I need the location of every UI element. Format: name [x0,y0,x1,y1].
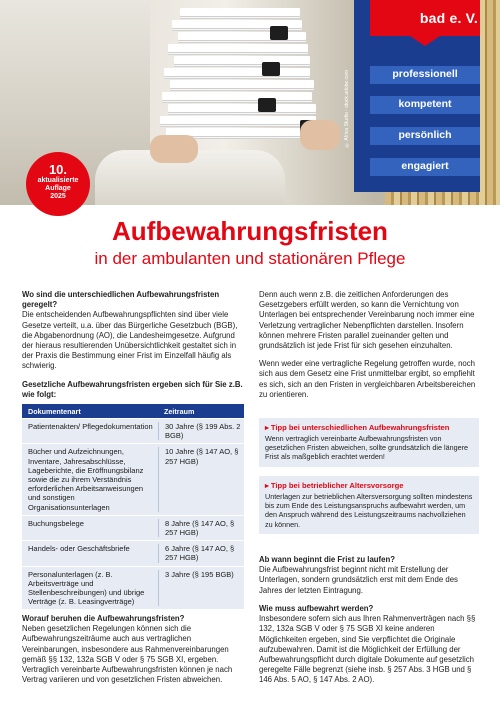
heading-how-to-store: Wie muss aufbewahrt werden? [259,604,374,613]
tip-title: ▸ Tipp bei unterschiedlichen Aufbewahrungsfristen [265,423,450,432]
tip-text: Unterlagen zur betrieblichen Altersversorgung sollten mindestens bis zum Ende des Leistungsanspruchs aufbewahrt werden, um den Anspruch während des Leistungszeitraums nachvollziehen zu können. [265,492,473,529]
heading-where-regulated: Wo sind die unterschiedlichen Aufbewahrungsfristen geregelt? [22,290,220,310]
section-how-to-store [259,604,481,686]
table-header [22,404,244,418]
table-cell-doc: Patientenakten/ Pflegedokumentation [28,422,153,431]
table-row [22,418,244,443]
table-cell-period: 10 Jahre (§ 147 AO, § 257 HGB) [158,447,244,511]
table-cell-period: 3 Jahre (§ 195 BGB) [158,570,244,607]
heading-start-of-period: Ab wann beginnt die Frist zu laufen? [259,555,396,564]
paragraph-contract-duties: Denn auch wenn z.B. die zeitlichen Anforderungen des Gesetzgebers erfüllt werden, so kann die Vernichtung von Unterlagen bei entsprechender Vereinbarung noch immer eine Verletzung vertraglicher Nebenpflichten darstellen. Insofern können mehrere Fristen parallel zueinander gelten und grundsätzlich ist jede Frist für sich gesehen einzuhalten. [259,290,475,351]
table-cell-doc: Buchungsbelege [28,518,84,528]
page-subtitle: in der ambulanten und stationären Pflege [94,249,406,268]
table-row [22,443,244,514]
left-column [22,290,248,400]
table-header-doc: Dokumentenart [28,406,81,416]
edition-badge [26,152,90,216]
section-start-of-period [259,555,481,596]
tip-text: Wenn vertraglich vereinbarte Aufbewahrungsfristen von gesetzlichen Fristen abweichen, sollte grundsätzlich die längere Frist als maßgeblich erachtet werden! [265,434,468,462]
heading-legal-periods: Gesetzliche Aufbewahrungsfristen ergeben sich für Sie z.B. wie folgt: [22,379,243,399]
brand-name: bad e. V. [419,10,478,26]
photo-credit: © Africa Studio - stock.adobe.com [344,70,350,148]
heading-basis: Worauf beruhen die Aufbewahrungsfristen? [22,614,185,623]
hand-left [150,135,198,163]
paragraph-start-of-period: Die Aufbewahrungsfrist beginnt nicht mit Erstellung der Unterlagen, sondern grundsätzlich erst mit dem Ende des Jahres der letzten Eintragung. [259,565,458,595]
table-cell-doc: Handels- oder Geschäftsbriefe [28,544,130,554]
value-persoenlich: persönlich [370,127,480,145]
retention-table [22,404,244,609]
value-engagiert: engagiert [370,158,480,176]
tip-title: ▸ Tipp bei betrieblicher Altersvorsorge [265,481,404,490]
tip-box-pension [259,476,479,534]
badge-text: aktualisierte Auflage 2025 [37,177,79,200]
table-row [22,540,244,565]
page-title: Aufbewahrungsfristen [112,216,388,246]
left-bottom-section [22,614,248,685]
tip-box-different-periods [259,418,479,467]
right-column [259,290,479,400]
paragraph-basis: Neben gesetzlichen Regelungen können sich die Aufbewahrungszeiträume auch aus vertraglichen Vereinbarungen, insbesondere aus Rahmenvereinbarungen gemäß §§ 132, 132a SGB V oder § 75 SGB XI, ergeben. Vertraglich vereinbarte Aufbewahrungsfristen können je nach Vertrag variieren und von gesetzlichen Fristen abweichen. [22,624,233,685]
value-kompetent: kompetent [370,96,480,114]
hand-right [300,120,340,150]
value-professionell: professionell [370,66,480,84]
table-cell-doc: Personalunterlagen (z. B. Arbeitsverträge und Stellenbeschreibungen) und übrige Verträge (z. B. Leasingverträge) [28,569,145,607]
table-cell-doc: Bücher und Aufzeichnungen, Inventare, Jahresabschlüsse, Lageberichte, die Eröffnungsbilanz sowie die zu ihrem Verständnis erforderlichen Arbeitsanweisungen und sonstigen Organisationsunterlagen [28,447,144,512]
table-row [22,515,244,540]
paragraph-where-regulated: Die entscheidenden Aufbewahrungspflichten sind über viele Gesetze verteilt, u.a. über das Bürgerliche Gesetzbuch (BGB), die Abgabenordnung (AO), die Landesheimgesetze. Aufgrund der hieraus resultierenden Unübersichtlichkeit gestaltet sich in der Praxis die Bestimmung einer Frist im Einzelfall häufig als schwierig. [22,310,238,371]
paragraph-no-regulation: Wenn weder eine vertragliche Regelung getroffen wurde, noch sich aus dem Gesetz eine Frist unmittelbar ergibt, so empfiehlt es sich, sich an den Fristen in vergleichbaren Arbeitsbereichen zu orientieren. [259,359,476,399]
badge-number: 10. [48,162,68,177]
table-cell-period: 8 Jahre (§ 147 AO, § 257 HGB) [158,519,244,537]
table-cell-period: 6 Jahre (§ 147 AO, § 257 HGB) [158,544,244,562]
table-cell-period: 30 Jahre (§ 199 Abs. 2 BGB) [158,422,244,440]
paragraph-how-to-store: Insbesondere sofern sich aus Ihren Rahmenverträgen nach §§ 132, 132a SGB V oder § 75 SGB XI keine anderen Möglichkeiten ergeben, sind Sie verpflichtet die Originale aufzubewahren. Damit ist die Möglichkeit der Erfüllung der Aufbewahrungspflicht durch digitale Dokumente auf gesetzlich geregelte Fälle begrenzt (siehe insb. § 257 Abs. 3 HGB und § 146 Abs. 5 AO, § 147 Abs. 2 AO). [259,614,476,685]
table-row [22,566,244,610]
table-header-period: Zeitraum [164,406,195,416]
